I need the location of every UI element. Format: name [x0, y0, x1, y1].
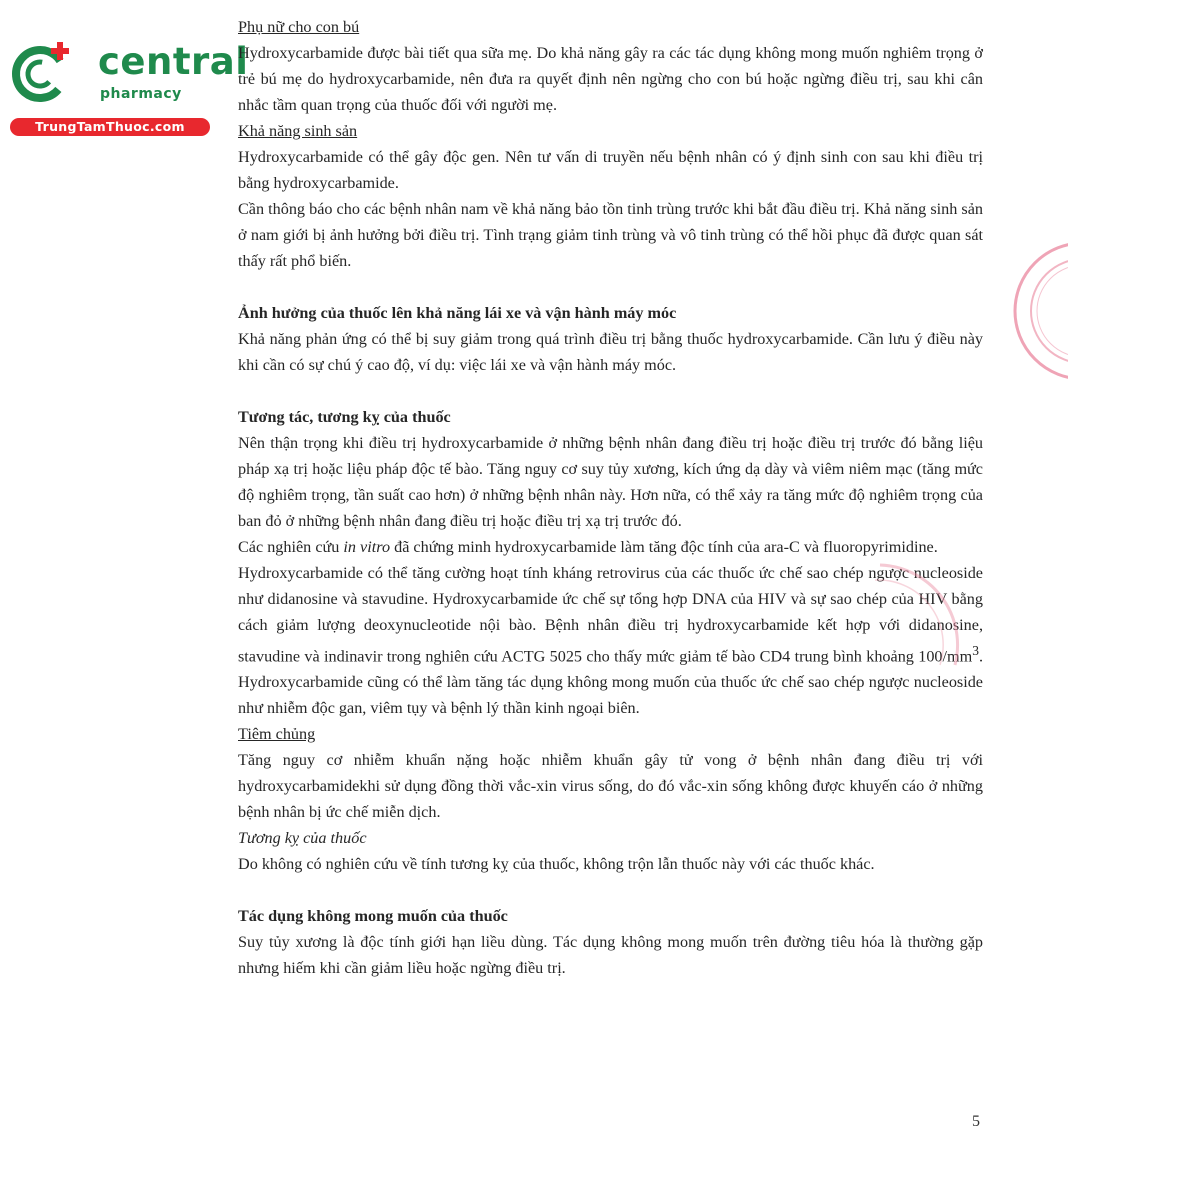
paragraph: Tăng nguy cơ nhiễm khuẩn nặng hoặc nhiễm khuẩn gây tử vong ở bệnh nhân đang điều trị với hydroxycarbamidekhi sử dụng đồng thời vắc-xin virus sống, do đó vắc-xin sống không được khuyến cáo ở những bệnh nhân bị ức chế miễn dịch. [238, 751, 983, 822]
section-heading: Tác dụng không mong muốn của thuốc [238, 907, 508, 926]
paragraph-text: . Hydroxycarbamide cũng có thể làm tăng tác dụng không mong muốn của thuốc ức chế sao chép ngược nucleoside như nhiễm độc gan, viêm tụy và bệnh lý thần kinh ngoại biên. [238, 647, 983, 718]
paragraph-text: Các nghiên cứu [238, 538, 344, 556]
paragraph: Cần thông báo cho các bệnh nhân nam về khả năng bảo tồn tinh trùng trước khi bắt đầu điều trị. Khả năng sinh sản ở nam giới bị ảnh hưởng bởi điều trị. Tình trạng giảm tinh trùng và vô tinh trùng có thể hồi phục đã được quan sát thấy rất phổ biến. [238, 200, 983, 270]
paragraph: Hydroxycarbamide có thể gây độc gen. Nên tư vấn di truyền nếu bệnh nhân có ý định sinh con sau khi điều trị bằng hydroxycarbamide. [238, 148, 983, 192]
section-gap [238, 877, 983, 903]
logo-banner[interactable]: TrungTamThuoc.com [10, 118, 210, 136]
section-gap [238, 274, 983, 300]
subsection-heading: Khả năng sinh sản [238, 122, 358, 140]
page-number: 5 [972, 1113, 980, 1130]
paragraph: Suy tủy xương là độc tính giới hạn liều dùng. Tác dụng không mong muốn trên đường tiêu hóa là thường gặp nhưng hiếm khi cần giảm liều hoặc ngừng điều trị. [238, 933, 983, 978]
paragraph [238, 534, 983, 560]
subsection-heading: Phụ nữ cho con bú [238, 18, 360, 36]
subsection-heading-italic: Tương kỵ của thuốc [238, 829, 367, 848]
logo-subtitle: pharmacy [100, 86, 182, 102]
paragraph: Hydroxycarbamide được bài tiết qua sữa mẹ. Do khả năng gây ra các tác dụng không mong muốn nghiêm trọng ở trẻ bú mẹ do hydroxycarbamide, nên đưa ra quyết định nên ngừng cho con bú hoặc ngừng điều trị, sau khi cân nhắc tầm quan trọng của thuốc đối với người mẹ. [238, 44, 983, 114]
paragraph: Do không có nghiên cứu về tính tương kỵ của thuốc, không trộn lẫn thuốc này với các thuốc khác. [238, 855, 875, 874]
section-gap [238, 378, 983, 404]
subsection-heading: Tiêm chủng [238, 725, 316, 744]
stamp-fragment-icon [870, 560, 960, 670]
paragraph-text: đã chứng minh hydroxycarbamide làm tăng độc tính của ara-C và fluoropyrimidine. [390, 538, 938, 556]
paragraph-text: Hydroxycarbamide có thể tăng cường hoạt tính kháng retrovirus của các thuốc ức chế sao chép ngược nucleoside như didanosine và stavudine. Hydroxycarbamide ức chế sự tổng hợp DNA của HIV và sự sao chép của HIV bằng cách giảm lượng deoxynucleotide nội bào. Bệnh nhân điều trị hydroxycarbamide kết hợp với didanosine, stavudine và indinavir trong nghiên cứu ACTG 5025 cho thấy mức giảm tế bào CD4 trung bình khoảng 100/mm [238, 564, 983, 666]
document-body [238, 14, 983, 981]
pharmacy-logo [10, 36, 249, 136]
paragraph: Nên thận trọng khi điều trị hydroxycarbamide ở những bệnh nhân đang điều trị hoặc điều trị trước đó bằng liệu pháp xạ trị hoặc liệu pháp độc tế bào. Tăng nguy cơ suy tủy xương, kích ứng dạ dày và viêm niêm mạc (tăng mức độ nghiêm trọng, tần suất cao hơn) ở những bệnh nhân này. Hơn nữa, có thể xảy ra tăng mức độ nghiêm trọng của ban đỏ ở những bệnh nhân đang điều trị hoặc điều trị xạ trị trước đó. [238, 434, 983, 530]
paragraph: Khả năng phản ứng có thể bị suy giảm trong quá trình điều trị bằng thuốc hydroxycarbamide. Cần lưu ý điều này khi cần có sự chú ý cao độ, ví dụ: việc lái xe và vận hành máy móc. [238, 330, 983, 374]
logo-name: central [98, 40, 249, 83]
superscript: 3 [972, 643, 979, 658]
stamp-icon [1008, 236, 1068, 386]
section-heading: Ảnh hưởng của thuốc lên khả năng lái xe và vận hành máy móc [238, 304, 677, 322]
section-heading: Tương tác, tương kỵ của thuốc [238, 408, 451, 426]
pharmacy-logo-icon [10, 38, 76, 104]
italic-term: in vitro [343, 538, 391, 556]
